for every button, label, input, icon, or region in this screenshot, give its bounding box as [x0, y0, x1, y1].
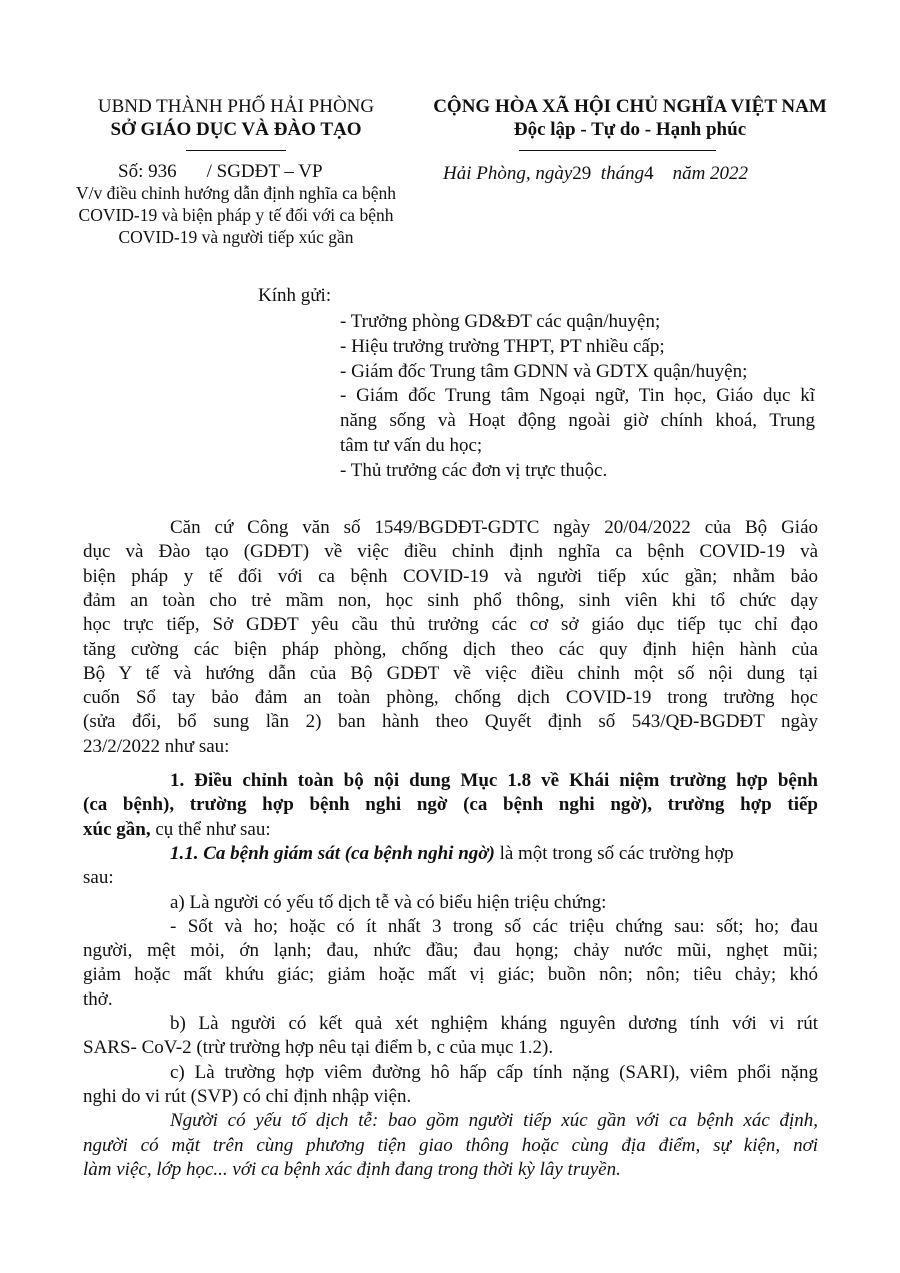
text-run: Người có yếu tố dịch tễ: bao gồm người tiếp xúc gần với ca bệnh xác định,	[170, 1110, 818, 1132]
body-line	[83, 1036, 553, 1060]
text-run: SARS- CoV-2 (trừ trường hợp nêu tại điểm b, c của mục 1.2).	[83, 1037, 554, 1059]
subject-line-2: COVID-19 và biện pháp y tế đối với ca bệnh	[78, 205, 394, 225]
body-line	[83, 565, 818, 589]
text-run: Bộ Y tế và hướng dẫn của Bộ GDĐT về việc điều chỉnh một số nội dung tại	[83, 662, 818, 684]
body-line	[83, 793, 818, 817]
body-line	[83, 735, 229, 759]
place-date	[443, 162, 748, 186]
header-left-rule	[186, 150, 286, 151]
recipient-line: - Giám đốc Trung tâm GDNN và GDTX quận/huyện;	[340, 360, 748, 382]
text-run: cuốn Sổ tay bảo đảm an toàn phòng, chống dịch COVID-19 trong trường học	[83, 687, 818, 709]
body-line	[83, 866, 114, 890]
body-line	[83, 818, 271, 842]
recipient-line: - Giám đốc Trung tâm Ngoại ngữ, Tin học, Giáo dục kĩ	[340, 385, 815, 407]
recipient-line: năng sống và Hoạt động ngoài giờ chính khoá, Trung	[340, 410, 815, 432]
subject-line-3: COVID-19 và người tiếp xúc gần	[118, 227, 354, 247]
body-line	[83, 540, 818, 564]
text-run: nghi do vi rút (SVP) có chỉ định nhập viện.	[83, 1085, 412, 1107]
text-run: 1.1. Ca bệnh giám sát (ca bệnh nghi ngờ)	[170, 842, 495, 864]
number-label: Số: 936	[118, 161, 177, 182]
body-line	[83, 1158, 621, 1182]
text-run: dục và Đào tạo (GDĐT) về việc điều chỉnh định nghĩa ca bệnh COVID-19 và	[83, 541, 818, 563]
date-year: năm 2022	[672, 163, 749, 184]
text-run: người có mặt trên cùng phương tiện giao thông hoặc cùng địa điểm, sự kiện, nơi	[83, 1134, 818, 1156]
text-run: sau:	[83, 867, 114, 889]
text-run: 23/2/2022 như sau:	[83, 735, 230, 757]
body-line	[83, 1134, 818, 1158]
body-line	[83, 1085, 411, 1109]
national-title: CỘNG HÒA XÃ HỘI CHỦ NGHĨA VIỆT NAM	[433, 96, 827, 117]
recipient-line: - Trưởng phòng GD&ĐT các quận/huyện;	[340, 311, 661, 332]
text-run: người, mệt mỏi, ớn lạnh; đau, nhức đầu; đau họng; chảy nước mũi, nghẹt mũi;	[83, 940, 818, 962]
body-line	[170, 769, 818, 793]
text-run: tăng cường các biện pháp phòng, chống dịch theo các quy định hiện hành của	[83, 638, 818, 660]
text-run: c) Là trường hợp viêm đường hô hấp cấp tính nặng (SARI), viêm phổi nặng	[170, 1061, 818, 1083]
subject-line-1: V/v điều chỉnh hướng dẫn định nghĩa ca bệnh	[75, 183, 397, 203]
month-label: tháng	[600, 163, 645, 184]
text-run: giảm hoặc mất khứu giác; giảm hoặc mất vị giác; buồn nôn; nôn; tiêu chảy; khó	[83, 964, 818, 986]
body-line	[83, 939, 818, 963]
number-suffix: / SGDĐT – VP	[206, 161, 323, 182]
body-line	[83, 638, 818, 662]
body-line	[170, 1109, 818, 1133]
body-line	[83, 988, 113, 1012]
date-day: 29	[572, 163, 592, 184]
document-number	[118, 160, 323, 184]
text-run: làm việc, lớp học... với ca bệnh xác định đang trong thời kỳ lây truyền.	[83, 1158, 621, 1180]
text-run: - Sốt và ho; hoặc có ít nhất 3 trong số các triệu chứng sau: sốt; ho; đau	[170, 915, 818, 937]
place-label: Hải Phòng, ngày	[443, 163, 573, 184]
text-run: xúc gần,	[83, 818, 151, 840]
issuing-department: SỞ GIÁO DỤC VÀ ĐÀO TẠO	[110, 119, 362, 140]
date-month: 4	[644, 163, 654, 184]
body-line	[170, 516, 818, 540]
text-run: 1. Điều chỉnh toàn bộ nội dung Mục 1.8 về Khái niệm trường hợp bệnh	[170, 770, 818, 791]
text-run: (ca bệnh), trường hợp bệnh nghi ngờ (ca bệnh nghi ngờ), trường hợp tiếp	[83, 794, 818, 816]
body-line	[83, 963, 818, 987]
text-run: cụ thể như sau:	[150, 818, 271, 840]
body-line	[83, 710, 818, 734]
body-line	[83, 662, 818, 686]
body-line	[83, 686, 818, 710]
text-run: là một trong số các trường hợp	[494, 842, 734, 864]
body-line	[170, 915, 818, 939]
text-run: Căn cứ Công văn số 1549/BGDĐT-GDTC ngày 20/04/2022 của Bộ Giáo	[170, 517, 818, 538]
recipient-line: - Thủ trưởng các đơn vị trực thuộc.	[340, 459, 608, 481]
body-line	[170, 1061, 818, 1085]
body-line	[170, 1012, 818, 1036]
recipient-line: - Hiệu trưởng trường THPT, PT nhiều cấp;	[340, 335, 665, 357]
text-run: học trực tiếp, Sở GDĐT yêu cầu thủ trưởng các cơ sở giáo dục tiếp tục chỉ đạo	[83, 614, 818, 636]
text-run: (sửa đổi, bổ sung lần 2) ban hành theo Quyết định số 543/QĐ-BGDĐT ngày	[83, 711, 818, 733]
national-motto: Độc lập - Tự do - Hạnh phúc	[513, 119, 747, 140]
header-right-rule	[519, 150, 716, 151]
text-run: thở.	[83, 988, 113, 1010]
body-line	[83, 589, 818, 613]
body-line	[170, 891, 606, 915]
body-line	[83, 613, 818, 637]
text-run: đảm an toàn cho trẻ mầm non, học sinh phổ thông, sinh viên khi tổ chức dạy	[83, 589, 818, 611]
text-run: a) Là người có yếu tố dịch tễ và có biểu hiện triệu chứng:	[170, 891, 607, 913]
text-run: biện pháp y tế đối với ca bệnh COVID-19 và người tiếp xúc gần; nhằm bảo	[83, 565, 818, 587]
addressee-label: Kính gửi:	[258, 285, 332, 306]
text-run: b) Là người có kết quả xét nghiệm kháng nguyên dương tính với vi rút	[170, 1013, 818, 1034]
issuing-authority: UBND THÀNH PHỐ HẢI PHÒNG	[97, 96, 375, 117]
recipient-line: tâm tư vấn du học;	[340, 435, 483, 456]
body-line	[170, 842, 734, 866]
